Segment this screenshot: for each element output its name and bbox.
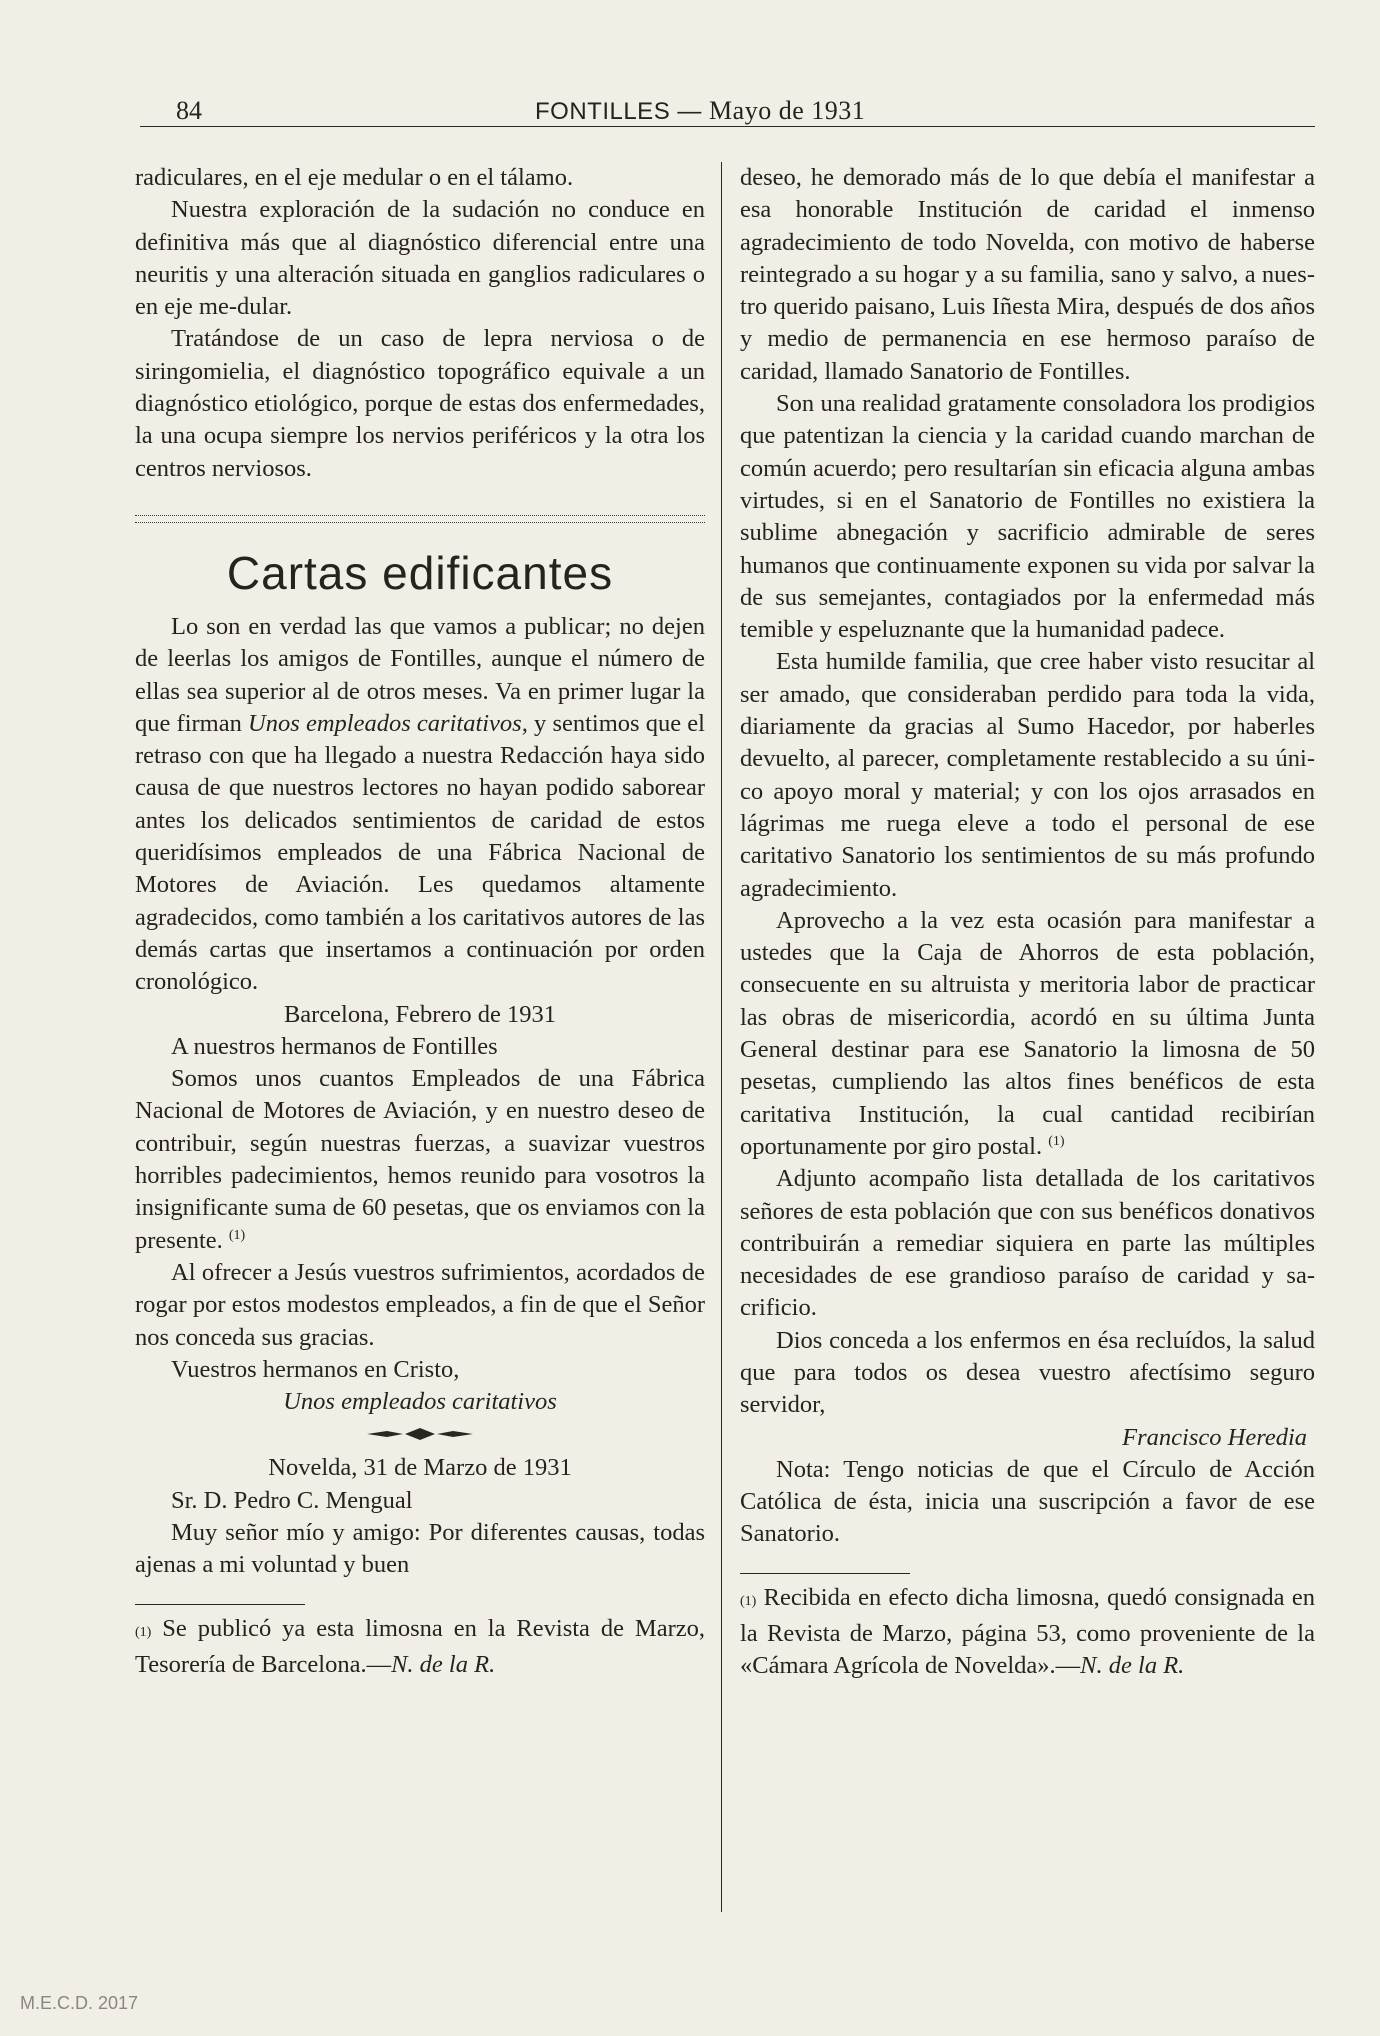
header-rule (140, 126, 1315, 127)
page-header (140, 96, 1315, 128)
right-paragraph-1: deseo, he demorado más de lo que debía el manifestar a esa honorable Institución de caridad el inmenso agradecimiento de todo Novelda, con motivo de haberse reintegrado a su hogar y a su familia, sano y salvo, a nuestro querido paisano, Luis Iñesta Mira, después de dos años y medio de permanencia en ese hermoso paraíso de caridad, llamado Sanatorio de Fontilles. (740, 164, 1315, 385)
title-dash: — (677, 98, 702, 125)
left-footnote (135, 1613, 705, 1682)
letter2-recipient: Sr. D. Pedro C. Mengual (171, 1486, 413, 1514)
letter2-nota: Nota: Tengo noticias de que el Círculo de Acción Católica de ésta, inicia una suscripción a favor de ese Sanatorio. (740, 1455, 1315, 1548)
letter2-body-1: Muy señor mío y amigo: Por diferentes causas, todas ajenas a mi voluntad y buen (135, 1518, 705, 1579)
intro-signature-ref: Unos empleados caritativos, (248, 709, 528, 737)
footnote-rule (740, 1573, 910, 1574)
left-footnote-text: Se publicó ya esta limosna en la Revista de Marzo, Tesorería de Barcelona.— (135, 1614, 705, 1678)
ornament-icon (365, 1424, 475, 1444)
section-separator (135, 515, 705, 523)
right-paragraph-4-text: Aprovecho a la vez esta ocasión para manifestar a ustedes que la Caja de Ahorros de esta población, consecuente en su altruista y meritoria labor de practicar las obras de misericordia, acordó en su última Junta General destinar para ese Sanatorio la limosna de 50 pesetas, cumpliendo las altos fines benéficos de esta caritativa Institución, la cual cantidad recibirían oportunamente por giro postal. (740, 906, 1315, 1160)
left-paragraph-1: radiculares, en el eje medular o en el tálamo. (135, 164, 574, 191)
footnote-reference: (1) (1048, 1133, 1065, 1149)
left-paragraph-3: Tratándose de un caso de lepra nerviosa o de siringomielia, el diagnóstico topográfico equivale a un diagnóstico etiológico, porque de estas dos enfermedades, la una ocupa siempre los nervios periféricos y la otra los centros nerviosos. (135, 325, 705, 482)
section-title: Cartas edificantes (226, 546, 614, 599)
right-paragraph-5: Adjunto acompaño lista detallada de los caritativos señores de esta población que con sus benéficos donativos contribuirán a remediar siquiera en parte las múltiples necesidades de ese grandioso paraíso de caridad y sacrificio. (740, 1165, 1315, 1322)
right-footnote-ref: (1) (740, 1593, 757, 1609)
letter2-place-date: Novelda, 31 de Marzo de 1931 (268, 1454, 572, 1482)
right-footnote-credit: N. de la R. (1080, 1652, 1185, 1680)
letter1-closing: Vuestros hermanos en Cristo, (171, 1355, 460, 1383)
right-footnote (740, 1582, 1315, 1683)
archive-watermark: M.E.C.D. 2017 (20, 1993, 139, 2013)
intro-text-b: y sentimos que el retraso con que ha llegado a nuestra Redacción haya sido causa de que nuestros lectores no hayan podido saborear antes los delicados sentimientos de caridad de estos queridísimos empleados de una Fábrica Nacional de Motores de Aviación. Les quedamos altamente agradecidos, como también a los caritativos autores de las demás cartas que insertamos a continuación por orden cronológico. (135, 709, 705, 996)
right-paragraph-2: Son una realidad gratamente consoladora los prodigios que patentizan la ciencia y la caridad cuando marchan de común acuerdo; pero resultarían sin eficacia alguna ambas virtudes, si en el Sanatorio de Fontilles no existiera la sublime abnegación y sacrificio admirable de seres humanos que continuamente exponen su vida por salvar la de sus semejantes, contagiados por la enfermedad más temible y espeluznante que la humanidad padece. (740, 390, 1315, 644)
intro-text-a: Lo son en verdad las que vamos a publicar; no dejen de leerlas los amigos de Fontilles, aunque el número de ellas sea superior al de otros meses. Va en primer lugar la que firman (135, 612, 705, 737)
letter2-signature-text: Francisco Heredia (1122, 1423, 1307, 1451)
journal-name: FONTILLES (535, 98, 671, 125)
running-title (535, 96, 865, 126)
letter1-body-1 (135, 1063, 705, 1257)
right-paragraph-6: Dios conceda a los enfermos en ésa recluídos, la salud que para todos os desea vuestro afectísimo seguro servidor, (740, 1326, 1315, 1419)
footnote-reference: (1) (228, 1227, 246, 1243)
right-column (740, 162, 1315, 1683)
right-footnote-text: Recibida en efecto dicha limosna, quedó consignada en la Revista de Marzo, página 53, como proveniente de la «Cámara Agrícola de Novelda».— (740, 1583, 1315, 1680)
letter1-signature-text: Unos empleados caritativos (283, 1388, 557, 1416)
letter1-salutation: A nuestros hermanos de Fontilles (171, 1032, 498, 1060)
letter1-body-1-text: Somos unos cuantos Empleados de una Fábrica Nacional de Motores de Aviación, y en nuestro deseo de contribuir, según nuestras fuerzas, a suavizar vuestros horribles padecimientos, hemos reunido para vosotros la insignificante suma de 60 pesetas, que os enviamos con la presente. (135, 1065, 705, 1254)
issue-date: Mayo de 1931 (709, 96, 866, 125)
left-footnote-credit: N. de la R. (391, 1650, 496, 1678)
right-paragraph-3: Esta humilde familia, que cree haber visto resucitar al ser amado, que consideraban perdido para toda la vida, diariamente da gracias al Sumo Hacedor, por haberles devuelto, al parecer, completamente restablecido a su único apoyo moral y material; y con los ojos arrasados en lágrimas me ruega eleve a todo el personal de ese caritativo Sanatorio los sentimientos de su más profundo agradecimiento. (740, 648, 1315, 902)
ornament-divider (135, 1424, 705, 1446)
left-footnote-ref: (1) (135, 1624, 152, 1640)
letter1-place-date: Barcelona, Febrero de 1931 (283, 1000, 557, 1028)
page-number: 84 (176, 96, 202, 125)
intro-paragraph (135, 611, 705, 999)
letter1-signature (135, 1386, 705, 1418)
left-column (135, 162, 705, 1681)
left-paragraph-2: Nuestra exploración de la sudación no conduce en definitiva más que al diagnóstico diferencial entre una neuritis y una alteración situada en ganglios radiculares o en eje me-dular. (135, 196, 705, 321)
right-paragraph-4 (740, 905, 1315, 1163)
letter1-body-2: Al ofrecer a Jesús vuestros sufrimientos, acordados de rogar por estos modestos empleados, a fin de que el Señor nos conceda sus gracias. (135, 1258, 705, 1351)
letter2-signature (740, 1422, 1315, 1454)
column-divider (721, 162, 722, 1912)
footnote-rule (135, 1604, 305, 1605)
